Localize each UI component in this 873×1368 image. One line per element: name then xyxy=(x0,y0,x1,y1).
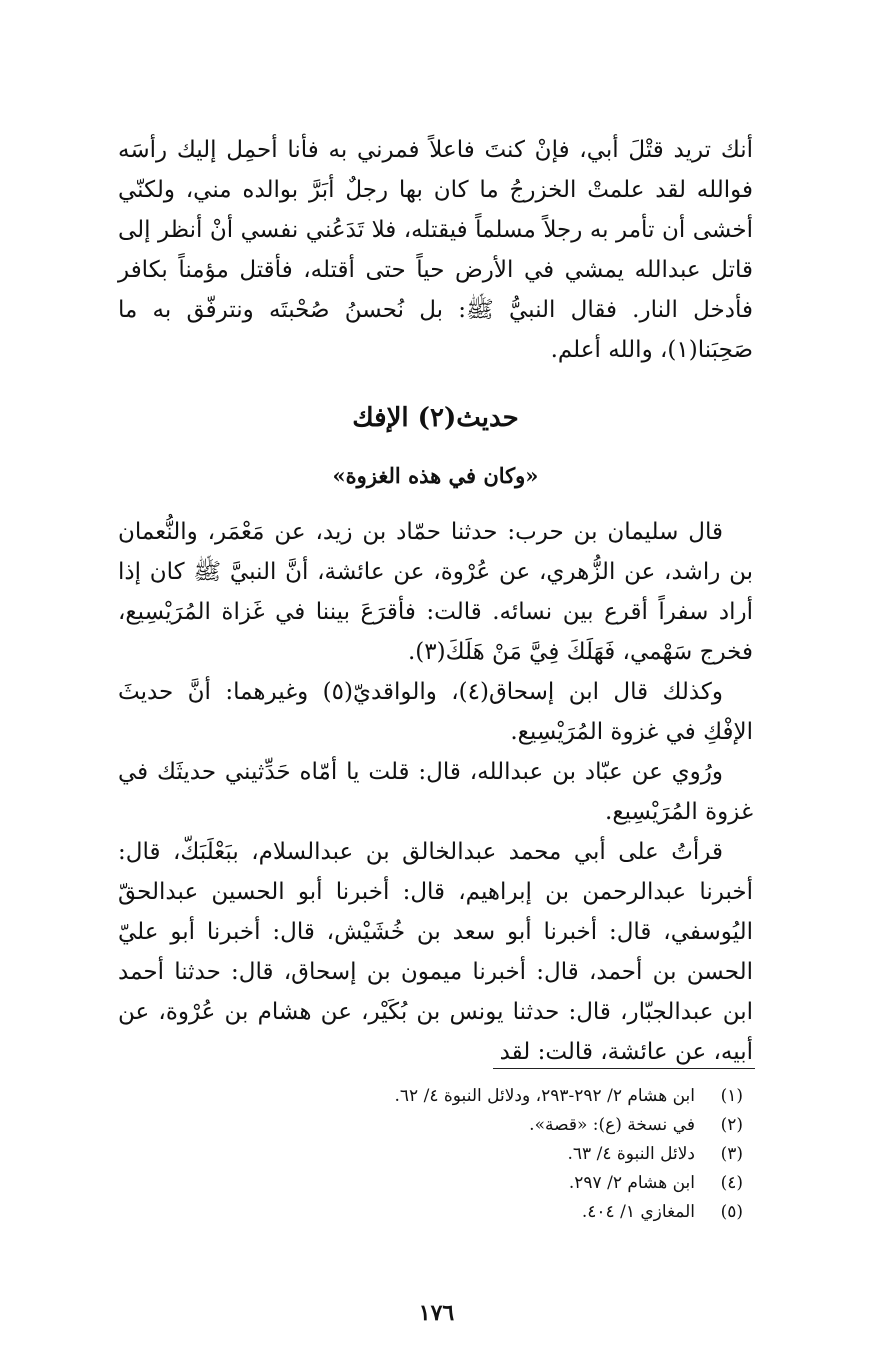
page-number: ١٧٦ xyxy=(418,1300,455,1326)
footnote-number: (٥) xyxy=(720,1202,743,1222)
footnote-number: (١) xyxy=(720,1086,743,1106)
paragraph: قال سليمان بن حرب: حدثنا حمّاد بن زيد، عن مَعْمَر، والنُّعمان بن راشد، عن الزُّهري، عن عُرْوة، عن عائشة، أنَّ النبيَّ ﷺ كان إذا أراد سفراً أقرع بين نسائه. قالت: فأقرَعَ بيننا في غَزاة المُرَيْسِيع، فخرج سَهْمي، فَهَلَكَ فِيَّ مَنْ هَلَكَ(٣). xyxy=(118,519,753,665)
footnote-item xyxy=(223,1111,743,1140)
footnote-number: (٤) xyxy=(720,1173,743,1193)
footnote-number: (٣) xyxy=(720,1144,743,1164)
page-body xyxy=(118,130,753,1072)
footnote-divider xyxy=(493,1068,755,1069)
footnote-item xyxy=(223,1140,743,1169)
section-subheading: «وكان في هذه الغزوة» xyxy=(332,463,539,488)
footnotes xyxy=(223,1082,743,1227)
paragraph: قرأتُ على أبي محمد عبدالخالق بن عبدالسلام، ببَعْلَبَكّ، قال: أخبرنا عبدالرحمن بن إبراهيم، قال: أخبرنا أبو الحسين عبدالحقّ اليُوسفي، قال: أخبرنا أبو سعد بن خُشَيْش، قال: أخبرنا أبو عليّ الحسن بن أحمد، قال: أخبرنا ميمون بن إسحاق، قال: حدثنا أحمد ابن عبدالجبّار، قال: حدثنا يونس بن بُكَيْر، عن هشام بن عُرْوة، عن أبيه، عن عائشة، قالت: لقد xyxy=(118,839,753,1065)
section-heading: حديث(٢) الإفك xyxy=(352,403,519,433)
paragraph: ورُوي عن عبّاد بن عبدالله، قال: قلت يا أمّاه حَدِّثيني حديثَك في غزوة المُرَيْسِيع. xyxy=(118,759,753,825)
footnote-text: ابن هشام ٢/ ٢٩٢-٢٩٣، ودلائل النبوة ٤/ ٦٢. xyxy=(394,1086,695,1106)
footnote-item xyxy=(223,1198,743,1227)
footnote-item xyxy=(223,1169,743,1198)
footnote-text: المغازي ١/ ٤٠٤. xyxy=(581,1202,695,1222)
footnote-item xyxy=(223,1082,743,1111)
footnote-text: دلائل النبوة ٤/ ٦٣. xyxy=(567,1144,695,1164)
paragraph-continued: أنك تريد قتْلَ أبي، فإنْ كنتَ فاعلاً فمرني به فأنا أحمِل إليك رأسَه فوالله لقد علمتْ الخزرجُ ما كان بها رجلٌ أبَرَّ بوالده مني، ولكنّي أخشى أن تأمر به رجلاً مسلماً فيقتله، فلا تَدَعُني نفسي أنْ أنظر إلى قاتل عبدالله يمشي في الأرض حياً حتى أقتله، فأقتل مؤمناً بكافر فأدخل النار. فقال النبيُّ ﷺ: بل نُحسنُ صُحْبتَه ونترفّق به ما صَحِبَنا(١)، والله أعلم. xyxy=(118,137,753,363)
footnote-text: في نسخة (ع): «قصة». xyxy=(529,1115,695,1135)
footnote-text: ابن هشام ٢/ ٢٩٧. xyxy=(568,1173,695,1193)
paragraph: وكذلك قال ابن إسحاق(٤)، والواقديّ(٥) وغيرهما: أنَّ حديثَ الإفْكِ في غزوة المُرَيْسِيع. xyxy=(118,679,753,745)
footnote-number: (٢) xyxy=(720,1115,743,1135)
